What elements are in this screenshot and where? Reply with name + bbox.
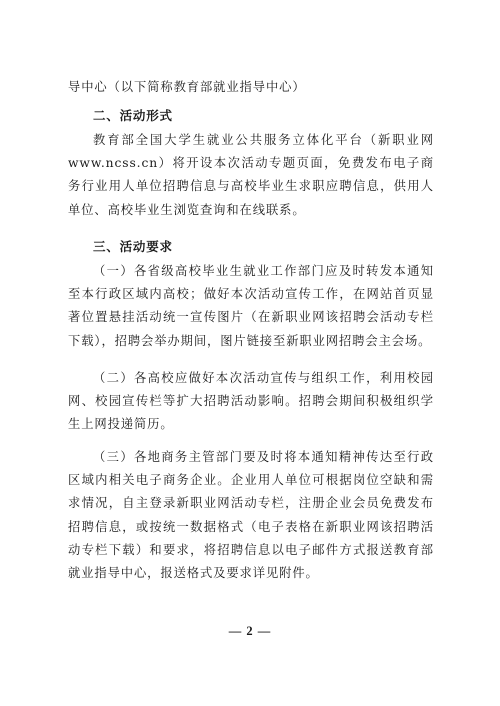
paragraph-requirement-3: （三）各地商务主管部门要及时将本通知精神传达至行政区域内相关电子商务企业。企业用人单位可根据岗位空缺和需求情况，自主登录新职业网活动专栏，注册企业会员免费发布招聘信息，或按统一数据格式（电子表格在新职业网该招聘活动专栏下载）和要求，将招聘信息以电子邮件方式报送教育部就业指导中心，报送格式及要求详见附件。 — [68, 450, 434, 581]
section-heading-activity-requirements: 三、活动要求 — [93, 239, 173, 254]
paragraph-requirement-1: （一）各省级高校毕业生就业工作部门应及时转发本通知至本行政区域内高校；做好本次活动宣传工作，在网站首页显著位置悬挂活动统一宣传图片（在新职业网该招聘会活动专栏下载），招聘会举办期间，图片链接至新职业网招聘会主会场。 — [68, 264, 434, 348]
lead-line: 导中心（以下简称教育部就业指导中心） — [68, 80, 306, 94]
paragraph-activity-format: 教育部全国大学生就业公共服务立体化平台（新职业网 www.ncss.cn）将开设本次活动专题页面，免费发布电子商务行业用人单位招聘信息与高校毕业生求职应聘信息，供用人单位、高校毕业生浏览查询和在线联系。 — [68, 133, 434, 217]
section-heading-activity-format: 二、活动形式 — [93, 108, 173, 123]
page-number: — 2 — — [228, 624, 272, 638]
paragraph-requirement-2: （二）各高校应做好本次活动宣传与组织工作，利用校园网、校园宣传栏等扩大招聘活动影响。招聘会期间积极组织学生上网投递简历。 — [68, 371, 434, 432]
